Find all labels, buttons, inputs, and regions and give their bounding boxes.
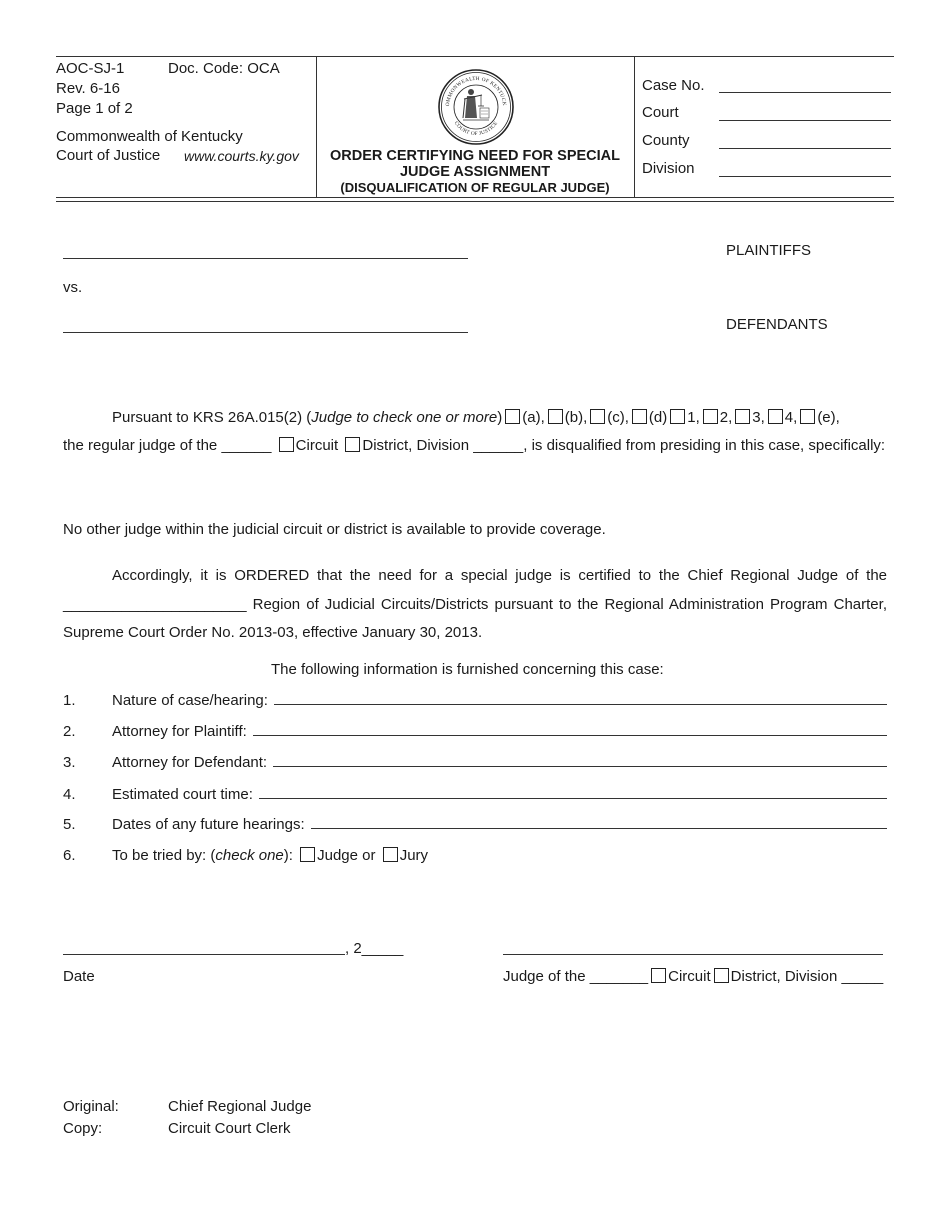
pursuant-line: [112, 409, 840, 426]
no-other-judge-text: No other judge within the judicial circuit or district is available to provide coverage.: [63, 521, 606, 538]
county-field[interactable]: [719, 136, 891, 149]
item-4-label: Estimated court time:: [112, 786, 253, 803]
item-4: [112, 786, 887, 803]
option-e: (e),: [817, 409, 840, 426]
year-suffix: , 2_____: [345, 940, 404, 957]
checkbox-d3[interactable]: [735, 409, 750, 424]
option-4: 4,: [784, 409, 798, 426]
ordered-line2: [63, 596, 887, 613]
date-field[interactable]: [63, 942, 345, 955]
checkbox-c[interactable]: [590, 409, 605, 424]
header-bottom-rule: [56, 197, 894, 198]
regular-judge-line: [63, 437, 885, 454]
item-5-number: 5.: [63, 816, 76, 833]
option-2: 2,: [719, 409, 733, 426]
checkbox-d2[interactable]: [703, 409, 718, 424]
pursuant-close: ): [497, 409, 503, 426]
checkbox-circuit[interactable]: [279, 437, 294, 452]
item-4-number: 4.: [63, 786, 76, 803]
defendants-field[interactable]: [63, 320, 468, 333]
header-top-rule: [56, 56, 894, 57]
item-2-label: Attorney for Plaintiff:: [112, 723, 247, 740]
court-label: Court: [642, 104, 679, 121]
item-3: [112, 754, 887, 771]
form-title-line1: ORDER CERTIFYING NEED FOR SPECIAL: [329, 148, 621, 164]
page-number: Page 1 of 2: [56, 100, 133, 117]
region-blank[interactable]: ______________________: [63, 596, 247, 613]
or-label: or: [362, 847, 376, 864]
item-2: [112, 723, 887, 740]
kentucky-seal: [437, 68, 515, 146]
option-3: 3,: [752, 409, 765, 426]
division-field[interactable]: [719, 164, 891, 177]
header-divider-right: [634, 56, 635, 197]
plaintiffs-field[interactable]: [63, 246, 468, 259]
date-label: Date: [63, 968, 95, 985]
item-6-number: 6.: [63, 847, 76, 864]
doc-code: Doc. Code: OCA: [168, 60, 280, 77]
checkbox-d1[interactable]: [670, 409, 685, 424]
judge-of-line: [503, 968, 883, 985]
judge-of-label: Judge of the _______: [503, 968, 649, 985]
item-5: [112, 816, 887, 833]
nature-of-case-field[interactable]: [274, 692, 887, 705]
option-b: (b),: [564, 409, 588, 426]
checkbox-a[interactable]: [505, 409, 520, 424]
judge-signature-field[interactable]: [503, 942, 883, 955]
versus-label: vs.: [63, 279, 83, 296]
info-intro: The following information is furnished concerning this case:: [271, 661, 664, 678]
option-a: (a),: [522, 409, 545, 426]
checkbox-sig-district[interactable]: [714, 968, 729, 983]
item-1: [112, 692, 887, 709]
judge-label: Judge: [317, 847, 358, 864]
form-title-line2: JUDGE ASSIGNMENT: [399, 164, 551, 180]
court-time-field[interactable]: [259, 786, 887, 799]
copy-label: Copy:: [63, 1120, 103, 1137]
court-name: Court of Justice: [56, 147, 161, 164]
checkbox-b[interactable]: [548, 409, 563, 424]
checkbox-jury[interactable]: [383, 847, 398, 862]
case-number-field[interactable]: [719, 80, 891, 93]
checkbox-judge[interactable]: [300, 847, 315, 862]
revision: Rev. 6-16: [56, 80, 120, 97]
checkbox-d4[interactable]: [768, 409, 783, 424]
sig-district-label: District, Division _____: [730, 968, 884, 985]
item-2-number: 2.: [63, 723, 76, 740]
pursuant-instruction: Judge to check one or more: [311, 409, 498, 426]
checkbox-e[interactable]: [800, 409, 815, 424]
form-id: AOC-SJ-1: [56, 60, 125, 77]
tried-suffix: ):: [283, 847, 293, 864]
option-d: (d): [648, 409, 668, 426]
tried-prefix: To be tried by: (: [112, 847, 216, 864]
region-text: Region of Judicial Circuits/Districts pursuant to the Regional Administration Program Charter,: [246, 596, 887, 613]
future-hearings-field[interactable]: [311, 816, 887, 829]
copy-value: Circuit Court Clerk: [168, 1120, 291, 1137]
original-label: Original:: [63, 1098, 119, 1115]
tried-by-line: [112, 847, 428, 864]
district-label: District, Division ______, is disqualified from presiding in this case, specifically:: [362, 437, 886, 454]
case-number-label: Case No.: [642, 77, 705, 94]
item-1-number: 1.: [63, 692, 76, 709]
option-c: (c),: [607, 409, 629, 426]
svg-text:COMMONWEALTH OF KENTUCKY: OMMONWEALTH OF KENTUCK: [444, 75, 508, 107]
tried-instruction: check one: [215, 847, 284, 864]
item-3-number: 3.: [63, 754, 76, 771]
county-label: County: [642, 132, 690, 149]
court-field[interactable]: [719, 108, 891, 121]
regular-judge-text: the regular judge of the ______: [63, 437, 272, 454]
form-subtitle: (DISQUALIFICATION OF REGULAR JUDGE): [340, 180, 610, 195]
jury-label: Jury: [399, 847, 429, 864]
header-bottom-rule-2: [56, 201, 894, 202]
option-1: 1,: [687, 409, 700, 426]
checkbox-district[interactable]: [345, 437, 360, 452]
ordered-line1: Accordingly, it is ORDERED that the need for a special judge is certified to the Chief Regional Judge of the: [112, 567, 887, 584]
original-value: Chief Regional Judge: [168, 1098, 312, 1115]
item-3-label: Attorney for Defendant:: [112, 754, 268, 771]
website-link[interactable]: www.courts.ky.gov: [184, 148, 299, 164]
division-label: Division: [642, 160, 695, 177]
circuit-label: Circuit: [295, 437, 339, 454]
state-name: Commonwealth of Kentucky: [56, 128, 243, 145]
item-1-label: Nature of case/hearing:: [112, 692, 268, 709]
attorney-plaintiff-field[interactable]: [253, 723, 887, 736]
plaintiffs-label: PLAINTIFFS: [726, 242, 812, 259]
svg-text:COURT OF JUSTICE: COURT OF JUSTICE: [452, 120, 500, 138]
checkbox-sig-circuit[interactable]: [651, 968, 666, 983]
sig-circuit-label: Circuit: [668, 968, 711, 985]
attorney-defendant-field[interactable]: [273, 754, 887, 767]
pursuant-intro: Pursuant to KRS 26A.015(2) (: [112, 409, 312, 426]
defendants-label: DEFENDANTS: [726, 316, 828, 333]
ordered-line3: Supreme Court Order No. 2013-03, effective January 30, 2013.: [63, 624, 483, 641]
item-5-label: Dates of any future hearings:: [112, 816, 305, 833]
checkbox-d[interactable]: [632, 409, 647, 424]
